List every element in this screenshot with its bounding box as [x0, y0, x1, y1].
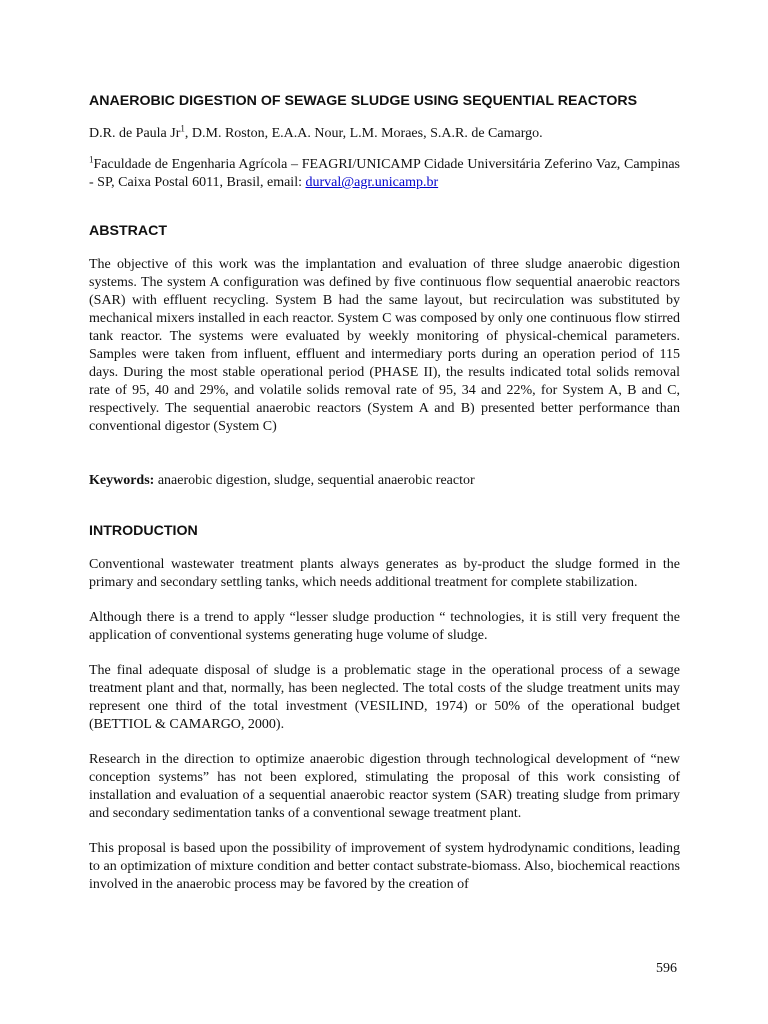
page-number: 596	[656, 961, 677, 976]
affiliation	[89, 156, 680, 192]
abstract-text: The objective of this work was the implantation and evaluation of three sludge anaerobic digestion systems. The system A configuration was defined by five continuous flow sequential anaerobic reactors (SAR) with effluent recycling. System B had the same layout, but recirculation was substituted by mechanical mixers installed in each reactor. System C was composed by only one continuous flow stirred tank reactor. The systems were evaluated by weekly monitoring of physical-chemical parameters. Samples were taken from influent, effluent and intermediary ports during an operation period of 115 days. During the most stable operational period (PHASE II), the results indicated total solids removal rate of 95, 40 and 29%, and volatile solids removal rate of 95, 34 and 22%, for System A, B and C, respectively. The sequential anaerobic reactors (System A and B) presented better performance than conventional digestor (System C)	[89, 257, 680, 434]
intro-paragraph-5: This proposal is based upon the possibility of improvement of system hydrodynamic conditions, leading to an optimization of mixture condition and better contact substrate-biomass. Also, biochemical reactions involved in the anaerobic process may be favored by the creation of	[89, 841, 680, 892]
paper-page	[89, 93, 680, 911]
introduction-heading: INTRODUCTION	[89, 523, 198, 539]
affiliation-mark: 1	[89, 154, 94, 165]
keywords-label: Keywords:	[89, 473, 155, 488]
keywords	[89, 472, 680, 490]
email-link[interactable]: durval@agr.unicamp.br	[305, 175, 439, 190]
paper-title: ANAEROBIC DIGESTION OF SEWAGE SLUDGE USING SEQUENTIAL REACTORS	[89, 93, 638, 109]
intro-paragraph-1: Conventional wastewater treatment plants always generates as by-product the sludge formed in the primary and secondary settling tanks, which needs additional treatment for complete stabilization.	[89, 557, 680, 590]
keywords-text: anaerobic digestion, sludge, sequential anaerobic reactor	[154, 473, 475, 488]
intro-paragraph-2: Although there is a trend to apply “lesser sludge production “ technologies, it is still very frequent the application of conventional systems generating huge volume of sludge.	[89, 610, 680, 643]
affiliation-text: Faculdade de Engenharia Agrícola – FEAGRI/UNICAMP Cidade Universitária Zeferino Vaz, Campinas - SP, Caixa Postal 6011, Brasil, email:	[89, 157, 680, 190]
abstract-heading: ABSTRACT	[89, 223, 168, 239]
intro-paragraph-4: Research in the direction to optimize anaerobic digestion through technological development of “new conception systems” has not been explored, stimulating the proposal of this work consisting of installation and evaluation of a sequential anaerobic reactor system (SAR) treating sludge from primary and secondary sedimentation tanks of a conventional sewage treatment plant.	[89, 752, 680, 821]
first-author: D.R. de Paula Jr	[89, 126, 181, 141]
intro-paragraph-3: The final adequate disposal of sludge is a problematic stage in the operational process of a sewage treatment plant and that, normally, has been neglected. The total costs of the sludge treatment units may represent one third of the total investment (VESILIND, 1974) or 50% of the operational budget (BETTIOL & CAMARGO, 2000).	[89, 663, 680, 732]
author-affiliation-mark: 1	[180, 123, 185, 134]
other-authors: , D.M. Roston, E.A.A. Nour, L.M. Moraes, S.A.R. de Camargo.	[184, 126, 543, 141]
author-list	[89, 125, 680, 143]
